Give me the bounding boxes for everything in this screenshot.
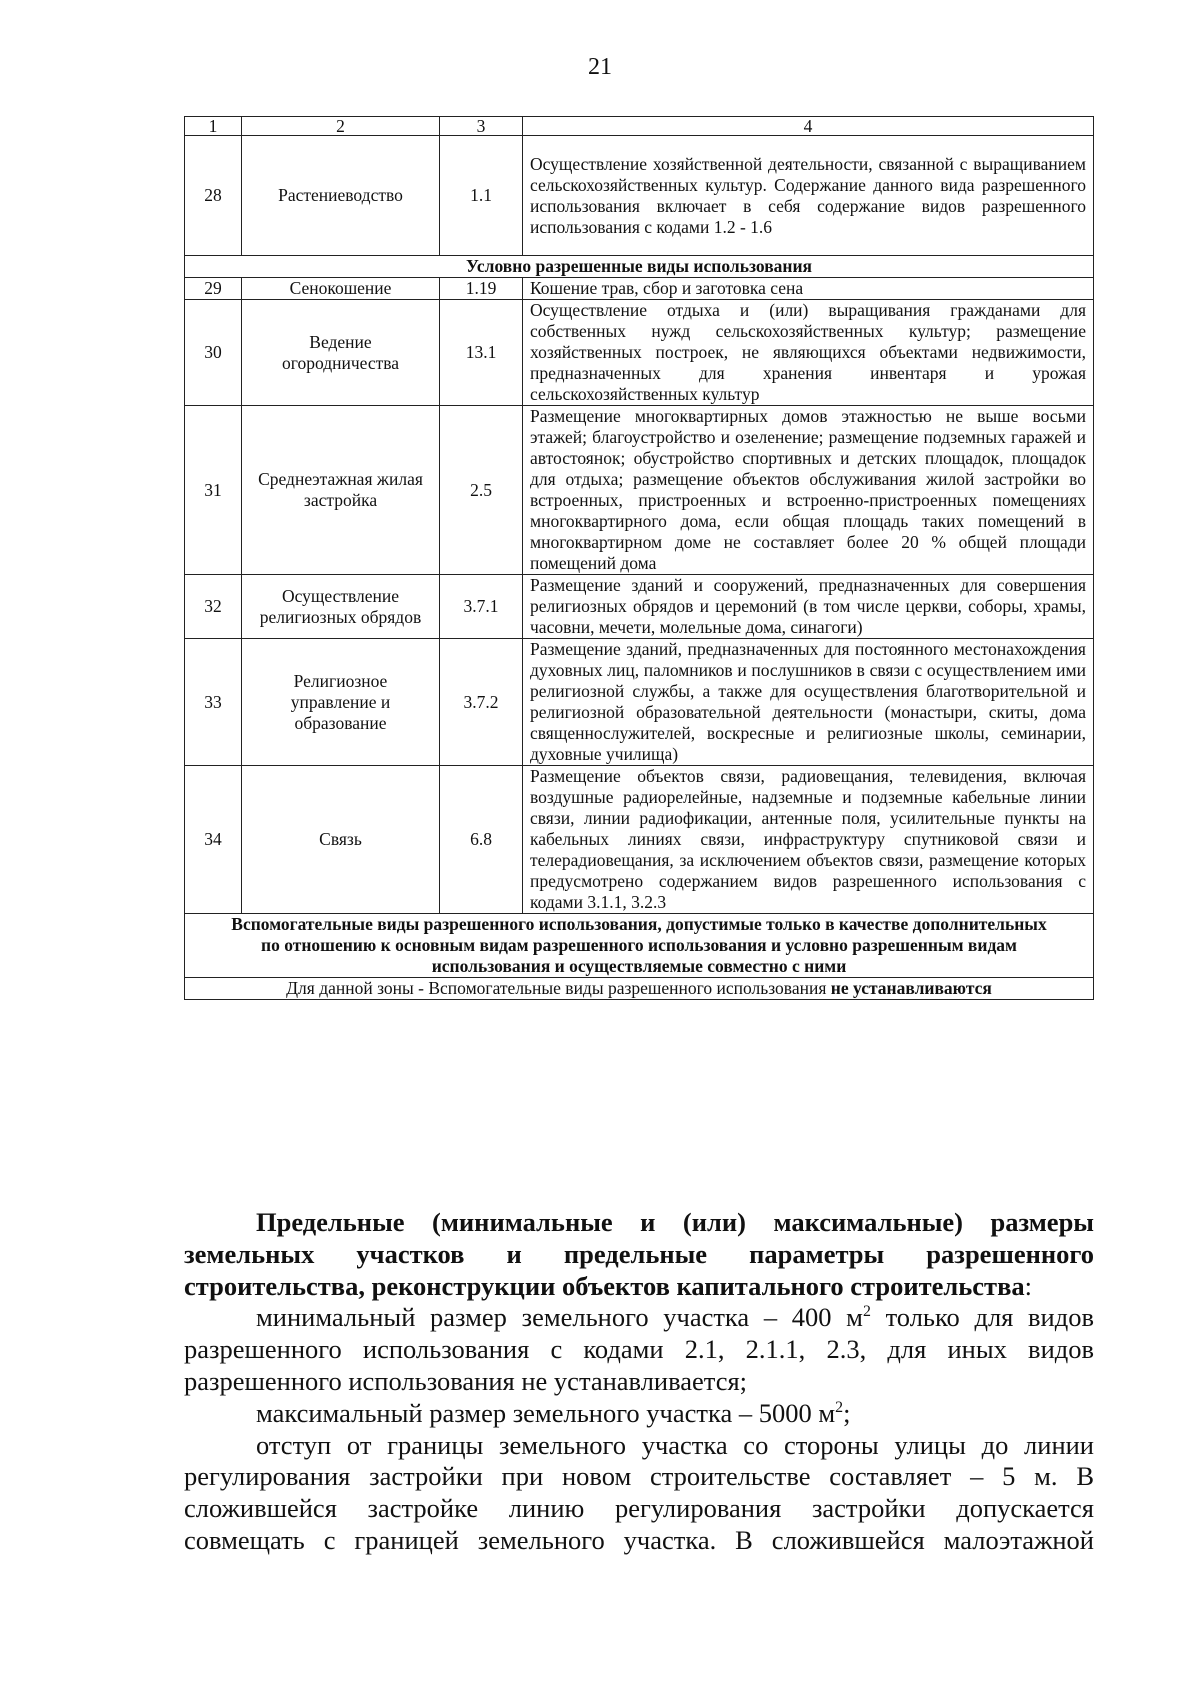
section-title: Условно разрешенные виды использования [185, 256, 1094, 278]
use-type-code: 1.19 [440, 278, 523, 300]
use-type-description: Размещение зданий, предназначенных для постоянного местонахождения духовных лиц, паломников и послушников в связи с осуществлением ими религиозной службы, а также для осуществления благотворительной и религиозной образовательной деятельности (монастыри, скиты, дома священнослужителей, воскресные и религиозные школы, семинарии, духовные училища) [523, 639, 1094, 766]
use-type-code: 3.7.1 [440, 575, 523, 639]
use-type-code: 6.8 [440, 766, 523, 914]
row-number: 34 [185, 766, 242, 914]
table-row [185, 639, 1094, 766]
paragraph-text: отступ от границы земельного участка со стороны улицы до линии регулирования застройки при новом строительстве составляет – 5 м. В сложившейся застройке линию регулирования застройки допускается совмещать с границей земельного участка. В сложившейся малоэтажной [184, 1429, 1094, 1555]
use-type-name: Связь [242, 766, 440, 914]
paragraph-text: максимальный размер земельного участка – 5000 м [256, 1397, 836, 1428]
table-row [185, 575, 1094, 639]
use-type-code: 3.7.2 [440, 639, 523, 766]
page-number: 21 [588, 54, 612, 80]
use-type-code: 2.5 [440, 406, 523, 575]
use-type-name: Ведение огородничества [242, 300, 440, 406]
table-row [185, 406, 1094, 575]
column-number-3: 3 [440, 117, 523, 136]
superscript: 2 [835, 1398, 844, 1416]
use-type-description: Размещение объектов связи, радиовещания, телевидения, включая воздушные радиорелейные, надземные и подземные кабельные линии связи, линии радиофикации, антенные поля, усилительные пункты на кабельных линиях связи, инфраструктуру спутниковой связи и телерадиовещания, за исключением объектов связи, размещение которых предусмотрено содержанием видов разрешенного использования с кодами 3.1.1, 3.2.3 [523, 766, 1094, 914]
zone-note-text: Для данной зоны - Вспомогательные виды разрешенного использования [286, 978, 831, 998]
section-title: Вспомогательные виды разрешенного использования, допустимые только в качестве дополнительных по отношению к основным видам разрешенного использования и условно разрешенным видам использования и осуществляемые совместно с ними [185, 914, 1094, 978]
use-type-description: Осуществление отдыха и (или) выращивания гражданами для собственных нужд сельскохозяйственных культур; размещение хозяйственных построек, не являющихся объектами недвижимости, предназначенных для хранения инвентаря и урожая сельскохозяйственных культур [523, 300, 1094, 406]
max-plot-size-paragraph [184, 1398, 1094, 1430]
zone-note-emphasis: не устанавливаются [830, 978, 992, 998]
column-number-2: 2 [242, 117, 440, 136]
use-type-name: Среднеэтажная жилая застройка [242, 406, 440, 575]
use-type-description: Кошение трав, сбор и заготовка сена [523, 278, 1094, 300]
row-number: 30 [185, 300, 242, 406]
use-type-name: Растениеводство [242, 136, 440, 256]
parameters-heading [184, 1207, 1094, 1302]
parameters-section [184, 1207, 1094, 1557]
use-type-description: Осуществление хозяйственной деятельности, связанной с выращиванием сельскохозяйственных культур. Содержание данного вида разрешенного использования включает в себя содержание видов разрешенного использования с кодами 1.2 - 1.6 [523, 136, 1094, 256]
use-type-name: Осуществление религиозных обрядов [242, 575, 440, 639]
section-heading-auxiliary [185, 914, 1094, 978]
use-type-code: 13.1 [440, 300, 523, 406]
setback-paragraph [184, 1430, 1094, 1557]
row-number: 33 [185, 639, 242, 766]
use-type-name: Религиозное управление и образование [242, 639, 440, 766]
heading-text: Предельные (минимальные и (или) максимальные) размеры земельных участков и предельные параметры разрешенного строительства, реконструкции объектов капитального строительства [184, 1207, 1094, 1301]
superscript: 2 [862, 1303, 871, 1321]
zone-note-row [185, 978, 1094, 1000]
min-plot-size-paragraph [184, 1302, 1094, 1397]
use-type-name: Сенокошение [242, 278, 440, 300]
row-number: 31 [185, 406, 242, 575]
heading-colon: : [1024, 1270, 1033, 1301]
table-row [185, 766, 1094, 914]
paragraph-text: только для видов разрешенного использования с кодами 2.1, 2.1.1, 2.3, для иных видов разрешенного использования не устанавливается; [184, 1302, 1094, 1396]
table-row [185, 300, 1094, 406]
use-type-description: Размещение зданий и сооружений, предназначенных для совершения религиозных обрядов и церемоний (в том числе церкви, соборы, храмы, часовни, мечети, молельные дома, синагоги) [523, 575, 1094, 639]
use-type-code: 1.1 [440, 136, 523, 256]
row-number: 29 [185, 278, 242, 300]
column-number-1: 1 [185, 117, 242, 136]
paragraph-text: ; [843, 1397, 851, 1428]
land-use-table [184, 116, 1094, 1000]
table-row [185, 136, 1094, 256]
section-heading-conditional [185, 256, 1094, 278]
use-type-description: Размещение многоквартирных домов этажностью не выше восьми этажей; благоустройство и озеленение; размещение подземных гаражей и автостоянок; обустройство спортивных и детских площадок, площадок для отдыха; размещение объектов обслуживания жилой застройки во встроенных, пристроенных и встроенно-пристроенных помещениях многоквартирного дома, если общая площадь таких помещений в многоквартирном доме не составляет более 20 % общей площади помещений дома [523, 406, 1094, 575]
column-number-4: 4 [523, 117, 1094, 136]
table-row [185, 278, 1094, 300]
zone-note [185, 978, 1094, 1000]
row-number: 28 [185, 136, 242, 256]
paragraph-text: минимальный размер земельного участка – 400 м [256, 1302, 863, 1333]
table-header-row [185, 117, 1094, 136]
row-number: 32 [185, 575, 242, 639]
